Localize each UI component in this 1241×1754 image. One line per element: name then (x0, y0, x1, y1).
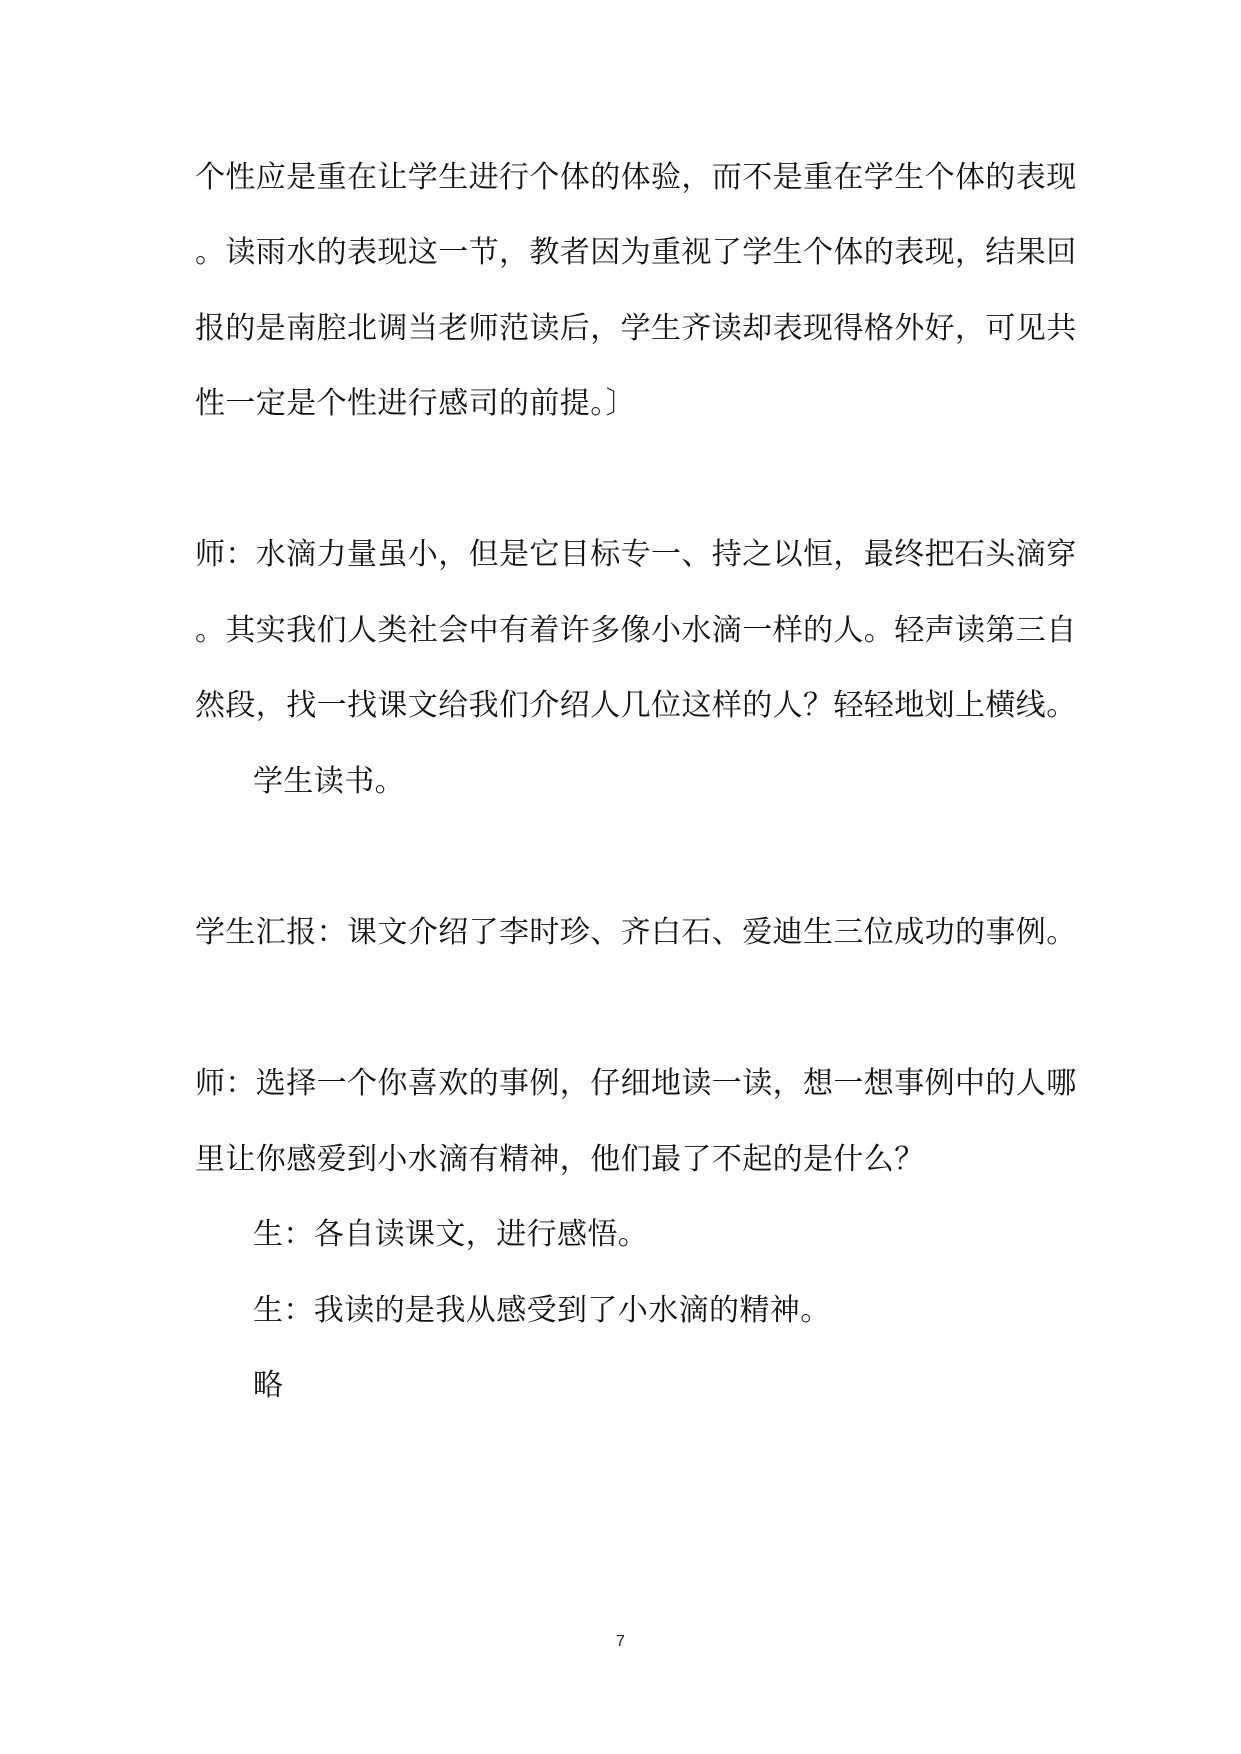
page-number: 7 (616, 1633, 625, 1650)
paragraph-line: 。其实我们人类社会中有着许多像小水滴一样的人。轻声读第三自 (195, 613, 1077, 648)
paragraph-line: 生：我读的是我从感受到了小水滴的精神。 (253, 1293, 831, 1328)
paragraph-line: 里让你感爱到小水滴有精神，他们最了不起的是什么？ (195, 1142, 925, 1177)
paragraph-line: 师：选择一个你喜欢的事例，仔细地读一读，想一想事例中的人哪 (195, 1066, 1077, 1101)
paragraph-line: 然段，找一找课文给我们介绍人几位这样的人？轻轻地划上横线。 (195, 688, 1077, 723)
paragraph-line: 生：各自读课文，进行感悟。 (253, 1217, 649, 1252)
paragraph-line: 学生读书。 (253, 764, 405, 799)
paragraph-line: 报的是南腔北调当老师范读后，学生齐读却表现得格外好，可见共 (195, 311, 1077, 346)
paragraph-line: 性一定是个性进行感司的前提。〕 (195, 386, 636, 421)
paragraph-line: 。读雨水的表现这一节，教者因为重视了学生个体的表现，结果回 (195, 235, 1077, 270)
paragraph-line: 师：水滴力量虽小，但是它目标专一、持之以恒，最终把石头滴穿 (195, 537, 1077, 572)
paragraph-line: 略 (253, 1368, 284, 1403)
paragraph-line: 学生汇报：课文介绍了李时珍、齐白石、爱迪生三位成功的事例。 (195, 915, 1077, 950)
paragraph-line: 个性应是重在让学生进行个体的体验，而不是重在学生个体的表现 (195, 160, 1077, 195)
